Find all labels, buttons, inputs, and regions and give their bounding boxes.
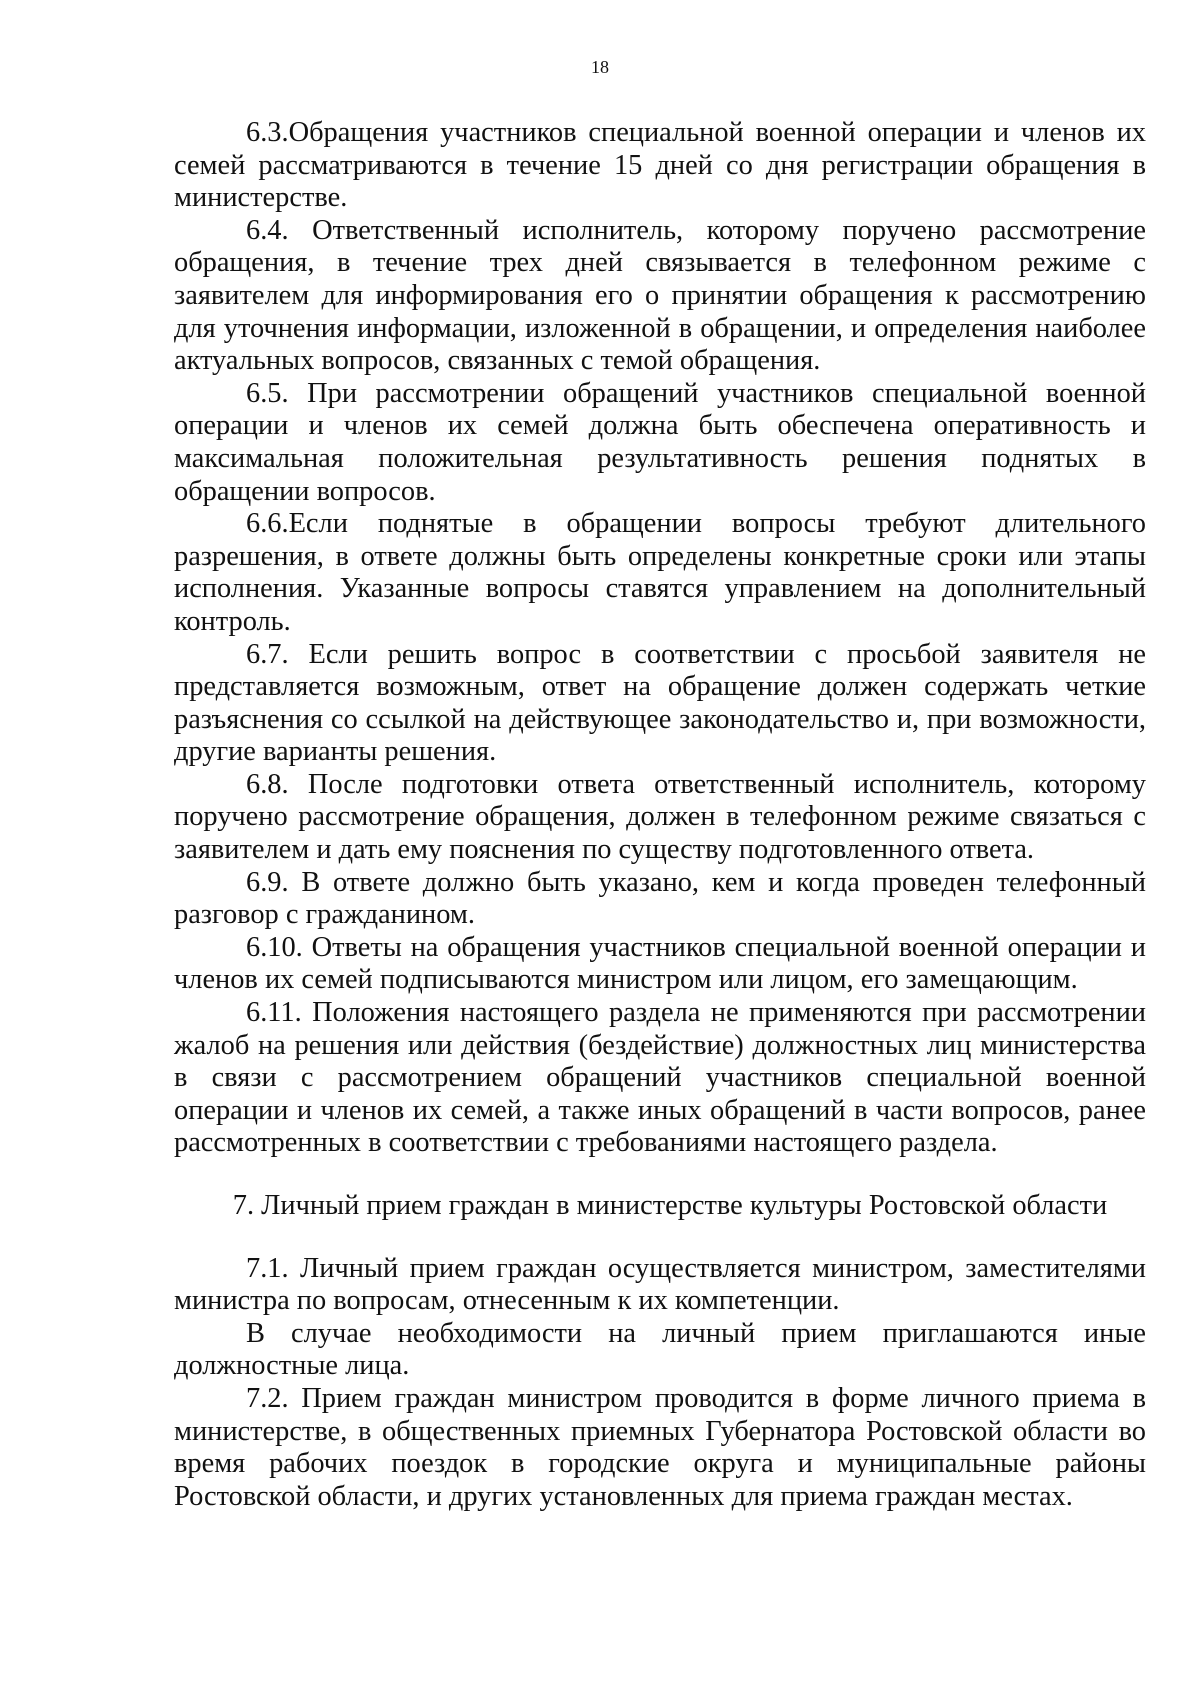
paragraph-6-11: 6.11. Положения настоящего раздела не применяются при рассмотрении жалоб на решения или действия (бездействие) должностных лиц министерства в связи с рассмотрением обращений участников специальной военной операции и членов их семей, а также иных обращений в части вопросов, ранее рассмотренных в соответствии с требованиями настоящего раздела. — [174, 997, 1146, 1159]
paragraph-6-4: 6.4. Ответственный исполнитель, которому поручено рассмотрение обращения, в течение трех дней связывается в телефонном режиме с заявителем для информирования его о принятии обращения к рассмотрению для уточнения информации, изложенной в обращении, и определения наиболее актуальных вопросов, связанных с темой обращения. — [174, 214, 1146, 377]
section-7-heading: 7. Личный прием граждан в министерстве культуры Ростовской области — [232, 1190, 1108, 1221]
paragraph-6-6: 6.6.Если поднятые в обращении вопросы требуют длительного разрешения, в ответе должны быть определены конкретные сроки или этапы исполнения. Указанные вопросы ставятся управлением на дополнительный контроль. — [174, 508, 1146, 637]
document-body — [174, 117, 1146, 1513]
paragraph-7-2: 7.2. Прием граждан министром проводится в форме личного приема в министерстве, в общественных приемных Губернатора Ростовской области во время рабочих поездок в городские округа и муниципальные районы Ростовской области, и других установленных для приема граждан местах. — [174, 1382, 1146, 1512]
page-number: 18 — [591, 57, 609, 77]
paragraph-7-1: 7.1. Личный прием граждан осуществляется министром, заместителями министра по вопросам, отнесенным к их компетенции. — [174, 1252, 1146, 1317]
paragraph-7-1-continued: В случае необходимости на личный прием приглашаются иные должностные лица. — [174, 1317, 1146, 1382]
paragraph-6-5: 6.5. При рассмотрении обращений участников специальной военной операции и членов их семей должна быть обеспечена оперативность и максимальная положительная результативность решения поднятых в обращении вопросов. — [174, 377, 1146, 507]
paragraph-6-10: 6.10. Ответы на обращения участников специальной военной операции и членов их семей подписываются министром или лицом, его замещающим. — [174, 931, 1146, 996]
paragraph-6-9: 6.9. В ответе должно быть указано, кем и когда проведен телефонный разговор с гражданином. — [174, 866, 1146, 931]
paragraph-6-7: 6.7. Если решить вопрос в соответствии с просьбой заявителя не представляется возможным, ответ на обращение должен содержать четкие разъяснения со ссылкой на действующее законодательство и, при возможности, другие варианты решения. — [174, 638, 1146, 768]
paragraph-6-8: 6.8. После подготовки ответа ответственный исполнитель, которому поручено рассмотрение обращения, должен в телефонном режиме связаться с заявителем и дать ему пояснения по существу подготовленного ответа. — [174, 768, 1146, 866]
paragraph-6-3: 6.3.Обращения участников специальной военной операции и членов их семей рассматриваются в течение 15 дней со дня регистрации обращения в министерстве. — [174, 117, 1146, 214]
